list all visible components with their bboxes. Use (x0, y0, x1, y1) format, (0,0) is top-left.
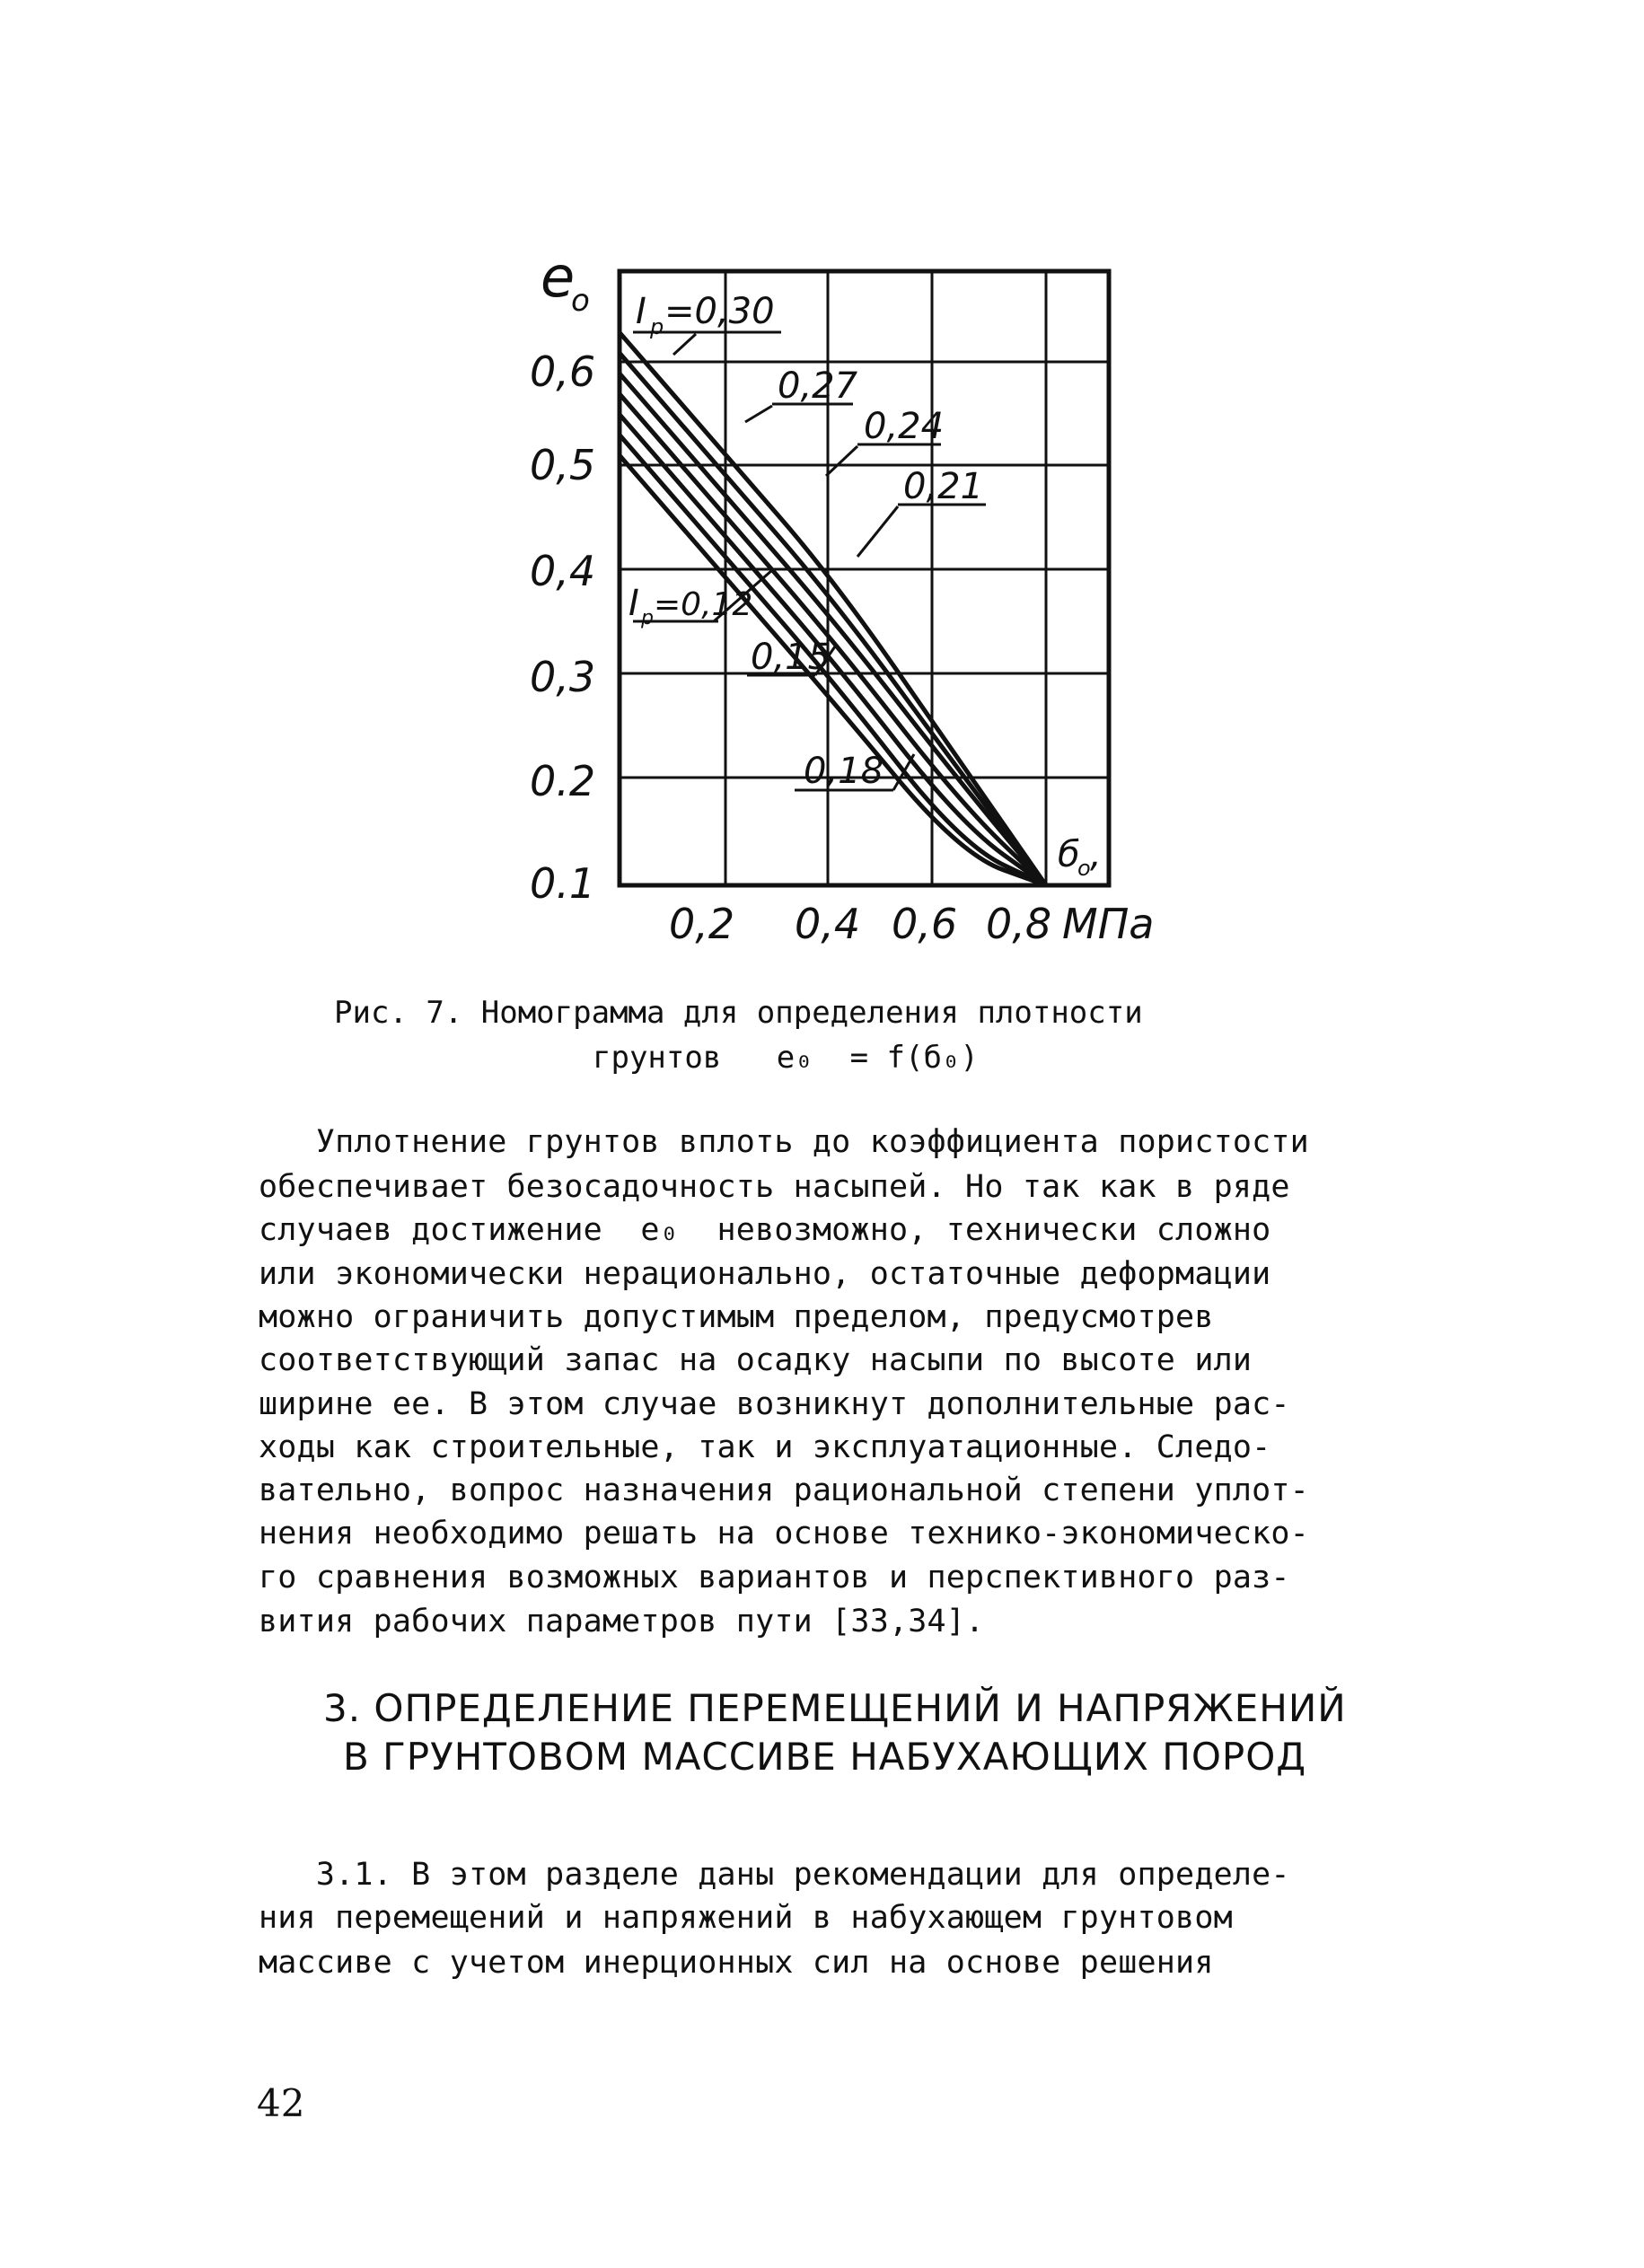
paragraph-line: или экономически нерационально, остаточные деформации (259, 1256, 1271, 1292)
y-tick-label: 0,5 (530, 441, 596, 489)
x-axis-symbol: б (1058, 834, 1080, 875)
paragraph-line: ширине ее. В этом случае возникнут дополнительные рас- (259, 1386, 1290, 1422)
paragraph-line: 3.1. В этом разделе даны рекомендации для определе- (259, 1857, 1290, 1893)
paragraph-line: ходы как строительные, так и эксплуатационные. Следо- (259, 1429, 1271, 1465)
curve-series-2 (620, 374, 1046, 885)
curve-label-ip-subscript: p (650, 314, 664, 339)
curve-label-ip-bottom-subscript: p (641, 607, 654, 629)
y-tick-label: 0.2 (530, 757, 596, 805)
y-axis-subscript: o (571, 283, 590, 319)
y-axis-symbol: e (541, 244, 576, 310)
x-tick-label: 0,8 (986, 900, 1052, 948)
x-tick-label: 0,4 (795, 900, 861, 948)
figure-caption-line-1: Рис. 7. Номограмма для определения плотности (334, 995, 1143, 1031)
curve-label-0-12: =0,12 (654, 586, 753, 623)
curve-label-ip-bottom-symbol: I (629, 583, 639, 624)
y-tick-label: 0,3 (530, 653, 596, 701)
curve-label-0-21: 0,21 (903, 466, 984, 507)
paragraph-line: случаев достижение е₀ невозможно, технически сложно (259, 1212, 1271, 1248)
y-tick-label: 0,4 (530, 547, 596, 595)
paragraph-line: ния перемещений и напряжений в набухающем грунтовом (259, 1900, 1233, 1936)
paragraph-line: можно ограничить допустимым пределом, предусмотрев (259, 1299, 1214, 1335)
paragraph-line: Уплотнение грунтов вплоть до коэффициента пористости (259, 1124, 1309, 1160)
x-tick-label: 0,2 (669, 900, 735, 948)
paragraph-line: обеспечивает безосадочность насыпей. Но так как в ряде (259, 1169, 1290, 1205)
nomogram-figure (0, 0, 1644, 988)
section-heading-line-1: 3. ОПРЕДЕЛЕНИЕ ПЕРЕМЕЩЕНИЙ И НАПРЯЖЕНИЙ (323, 1686, 1347, 1730)
curve-label-0-18: 0,18 (804, 751, 884, 792)
paragraph-line: соответствующий запас на осадку насыпи по высоте или (259, 1342, 1253, 1378)
section-heading-line-2: В ГРУНТОВОМ МАССИВЕ НАБУХАЮЩИХ ПОРОД (343, 1735, 1307, 1779)
page-number: 42 (257, 2081, 305, 2125)
curve-label-ip-symbol: I (636, 291, 646, 332)
figure-caption-line-2: грунтов е₀ = f(б₀) (593, 1040, 979, 1076)
curve-label-0-24: 0,24 (864, 406, 945, 447)
x-tick-label: 0,6 (892, 900, 958, 948)
paragraph-line: вития рабочих параметров пути [33,34]. (259, 1604, 985, 1639)
paragraph-line: вательно, вопрос назначения рациональной степени уплот- (259, 1472, 1309, 1508)
curve-label-0-30: =0,30 (664, 291, 775, 332)
x-axis-unit: МПа (1062, 900, 1155, 948)
y-tick-label: 0,6 (530, 347, 596, 396)
paragraph-line: массиве с учетом инерционных сил на основе решения (259, 1945, 1214, 1981)
x-axis-suffix: , (1090, 834, 1102, 875)
plot-frame (620, 271, 1109, 885)
curve-label-0-15: 0,15 (751, 637, 831, 678)
curve-label-0-27: 0,27 (778, 365, 858, 407)
grid-lines (620, 271, 1109, 885)
paragraph-line: го сравнения возможных вариантов и перспективного раз- (259, 1560, 1290, 1596)
x-axis-subscript: o (1077, 856, 1091, 881)
paragraph-line: нения необходимо решать на основе технико-экономическо- (259, 1516, 1309, 1552)
y-tick-label: 0.1 (530, 859, 596, 908)
